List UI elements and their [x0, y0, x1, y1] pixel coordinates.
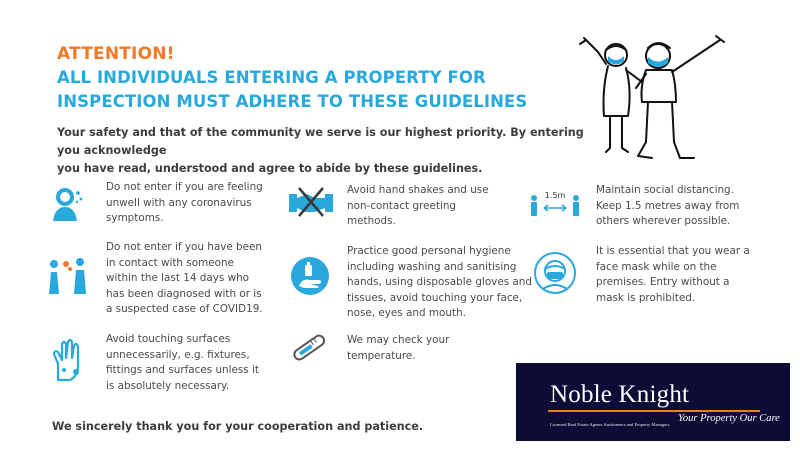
- guideline-temperature: [347, 333, 449, 364]
- guideline-line: symptoms.: [106, 212, 164, 224]
- face-mask-icon: [533, 251, 577, 295]
- guideline-line: Practice good personal hygiene: [347, 245, 511, 257]
- guideline-line: has been diagnosed with or is: [106, 287, 262, 300]
- guideline-line: fittings and surfaces unless it: [106, 364, 259, 376]
- guideline-mask: [596, 244, 750, 306]
- hand-sanitiser-icon: [290, 256, 330, 296]
- intro-line-2: you have read, understood and agree to abide by these guidelines.: [57, 162, 483, 175]
- intro-line-1: Your safety and that of the community we serve is our highest priority. By entering you acknowledge: [57, 126, 584, 157]
- headline-line-1: ALL INDIVIDUALS ENTERING A PROPERTY FOR: [57, 68, 486, 87]
- logo-tagline: Your Property Our Care: [678, 413, 780, 424]
- guideline-line: Avoid hand shakes and use: [347, 184, 489, 196]
- guideline-distancing: [596, 183, 739, 230]
- touch-surface-icon: [50, 338, 86, 382]
- guideline-line: Do not enter if you have been: [106, 241, 263, 253]
- guideline-line: is absolutely necessary.: [106, 379, 230, 392]
- guideline-line: Avoid touching surfaces: [106, 333, 231, 345]
- guideline-line: premises. Entry without a: [596, 276, 730, 288]
- guideline-line: hands, using disposable gloves and: [347, 276, 532, 288]
- guideline-line: including washing and sanitising: [347, 260, 517, 273]
- guideline-line: face mask while on the: [596, 260, 717, 273]
- guideline-line: in contact with someone: [106, 256, 234, 269]
- guideline-line: mask is prohibited.: [596, 291, 696, 304]
- guideline-line: unwell with any coronavirus: [106, 196, 252, 209]
- guideline-line: nose, eyes and mouth.: [347, 307, 466, 319]
- guideline-handshakes: [347, 183, 489, 230]
- guideline-line: It is essential that you wear a: [596, 245, 750, 257]
- guideline-line: Keep 1.5 metres away from: [596, 199, 740, 212]
- guideline-line: others wherever possible.: [596, 215, 731, 227]
- guideline-line: a suspected case of COVID19.: [106, 303, 263, 315]
- guideline-surfaces: [106, 332, 259, 394]
- distance-label: 1.5m: [544, 191, 566, 200]
- noble-knight-logo: [516, 363, 790, 441]
- guideline-line: within the last 14 days who: [106, 272, 250, 284]
- guideline-line: methods.: [347, 215, 396, 227]
- guideline-hygiene: [347, 244, 532, 322]
- guideline-contact: [106, 240, 263, 318]
- logo-name: Noble Knight: [550, 381, 690, 408]
- attention-heading: ATTENTION!: [57, 44, 175, 64]
- intro-text: [57, 124, 597, 178]
- logo-subtitle: Licensed Real Estate Agents Auctioneers and Property Managers: [550, 422, 670, 427]
- headline-line-2: INSPECTION MUST ADHERE TO THESE GUIDELINES: [57, 92, 528, 111]
- virus-spread-icon: [46, 256, 90, 296]
- guideline-line: We may check your: [347, 334, 450, 346]
- sick-person-icon: [47, 183, 87, 223]
- guideline-line: non-contact greeting: [347, 199, 457, 212]
- guideline-line: tissues, avoid touching your face,: [347, 291, 523, 304]
- logo-divider: [548, 410, 760, 412]
- celebrating-people-illustration: [576, 30, 736, 170]
- guideline-line: temperature.: [347, 349, 416, 362]
- no-handshake-icon: [289, 186, 333, 218]
- guideline-line: Maintain social distancing.: [596, 184, 734, 196]
- social-distance-icon: [528, 186, 582, 218]
- thermometer-icon: [290, 330, 330, 364]
- guideline-line: Do not enter if you are feeling: [106, 181, 263, 193]
- guideline-line: unnecessarily, e.g. fixtures,: [106, 348, 250, 361]
- guideline-unwell: [106, 180, 263, 227]
- thank-you-text: We sincerely thank you for your cooperation and patience.: [52, 420, 424, 433]
- page-title: [57, 66, 527, 114]
